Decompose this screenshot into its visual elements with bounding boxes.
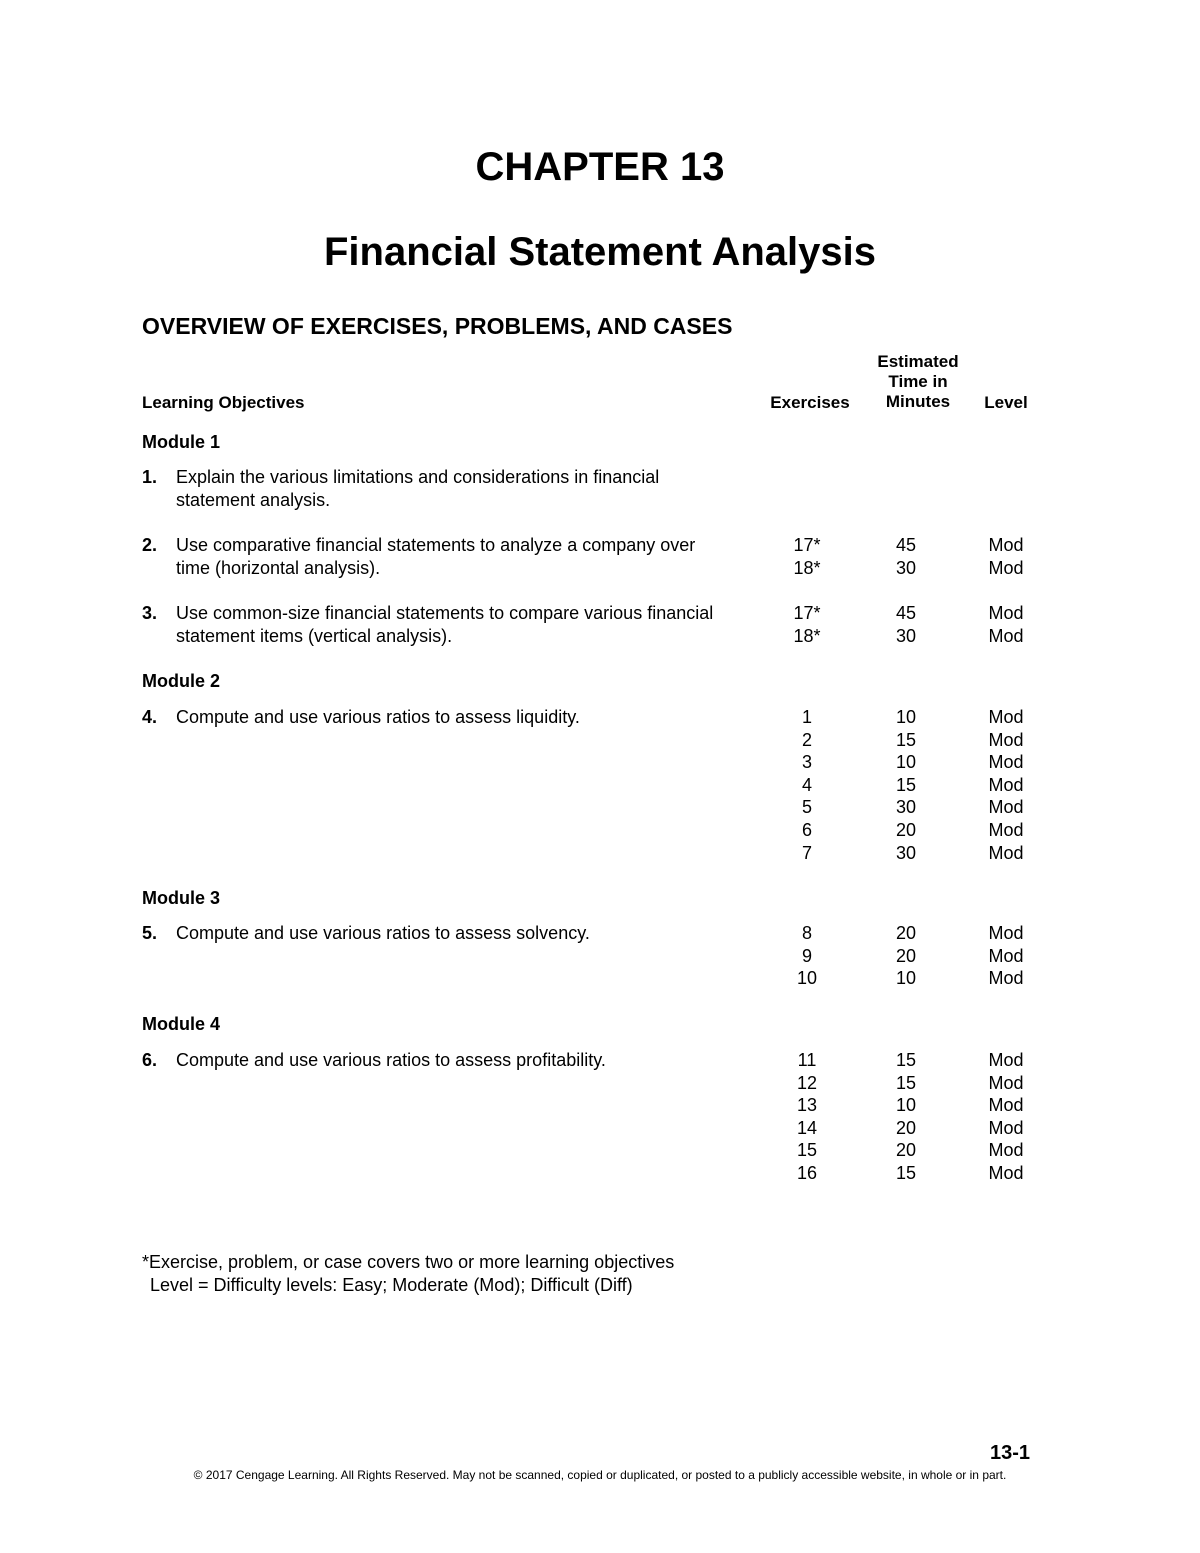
objective-3-rows [760, 602, 1050, 647]
difficulty-level: Mod [988, 625, 1024, 646]
exercise-number: 14 [796, 1117, 818, 1138]
exercise-number: 18* [793, 625, 821, 646]
exercise-number: 17* [793, 535, 821, 555]
difficulty-level: Mod [988, 1050, 1024, 1070]
table-row [760, 729, 1050, 752]
chapter-title: Financial Statement Analysis [323, 230, 877, 274]
exercise-number: 9 [801, 945, 812, 966]
time-minutes: 10 [895, 1095, 917, 1116]
objective-4-rows [760, 706, 1050, 864]
difficulty-level: Mod [988, 842, 1024, 863]
module-4-heading: Module 4 [142, 1014, 221, 1034]
exercise-number: 2 [801, 729, 812, 750]
table-row [760, 967, 1050, 990]
objective-5 [142, 922, 722, 945]
header-time-line2: Time in [888, 372, 948, 391]
difficulty-level: Mod [988, 1140, 1024, 1161]
time-minutes: 30 [895, 557, 917, 578]
exercise-number: 11 [797, 1050, 817, 1070]
objective-2-rows [760, 534, 1050, 579]
exercise-number: 12 [796, 1072, 818, 1093]
time-minutes: 30 [895, 625, 917, 646]
difficulty-level: Mod [988, 603, 1024, 623]
exercise-number: 3 [801, 752, 812, 773]
exercise-number: 1 [801, 707, 812, 727]
table-row [760, 842, 1050, 865]
exercise-number: 7 [801, 842, 812, 863]
objective-2 [142, 534, 722, 579]
time-minutes: 15 [895, 1072, 917, 1093]
objective-text: Use common-size financial statements to compare various financial statement items (vertical analysis). [176, 603, 714, 646]
objective-6 [142, 1049, 722, 1072]
objective-number: 4. [142, 707, 158, 727]
time-minutes: 15 [895, 1162, 917, 1183]
difficulty-level: Mod [988, 1072, 1024, 1093]
table-row [760, 774, 1050, 797]
exercise-number: 4 [801, 774, 812, 795]
objective-number: 6. [142, 1050, 158, 1070]
difficulty-level: Mod [988, 1162, 1024, 1183]
time-minutes: 15 [895, 729, 917, 750]
header-exercises: Exercises [770, 393, 850, 412]
exercise-number: 5 [801, 797, 812, 818]
time-minutes: 10 [895, 752, 917, 773]
chapter-number: CHAPTER 13 [475, 145, 725, 189]
time-minutes: 15 [895, 774, 917, 795]
objective-number: 3. [142, 603, 158, 623]
table-row [760, 751, 1050, 774]
table-row [760, 1139, 1050, 1162]
time-minutes: 30 [895, 797, 917, 818]
page-number: 13-1 [989, 1442, 1030, 1464]
objective-text: Use comparative financial statements to analyze a company over time (horizontal analysis). [176, 535, 696, 578]
time-minutes: 45 [895, 603, 917, 623]
table-row [760, 1094, 1050, 1117]
footnote-difficulty-levels: Level = Difficulty levels: Easy; Moderate (Mod); Difficult (Diff) [150, 1275, 633, 1295]
time-minutes: 20 [895, 945, 917, 966]
table-row [760, 922, 1050, 945]
table-row [760, 945, 1050, 968]
difficulty-level: Mod [988, 557, 1024, 578]
header-learning-objectives: Learning Objectives [142, 393, 305, 412]
time-minutes: 20 [895, 1117, 917, 1138]
table-row [760, 1072, 1050, 1095]
objective-text: Compute and use various ratios to assess profitability. [176, 1050, 606, 1070]
objective-3 [142, 602, 722, 647]
copyright-notice: © 2017 Cengage Learning. All Rights Reserved. May not be scanned, copied or duplicated, or posted to a publicly accessible website, in whole or in part. [193, 1468, 1007, 1482]
overview-heading: OVERVIEW OF EXERCISES, PROBLEMS, AND CASES [142, 313, 733, 339]
time-minutes: 20 [895, 1140, 917, 1161]
objective-text: Compute and use various ratios to assess solvency. [176, 923, 590, 943]
header-time-line3: Minutes [885, 392, 951, 411]
exercise-number: 8 [801, 923, 812, 943]
difficulty-level: Mod [988, 797, 1024, 818]
difficulty-level: Mod [988, 774, 1024, 795]
footnote-learning-objectives: *Exercise, problem, or case covers two or more learning objectives [142, 1252, 675, 1272]
difficulty-level: Mod [988, 707, 1024, 727]
difficulty-level: Mod [988, 1095, 1024, 1116]
difficulty-level: Mod [988, 729, 1024, 750]
header-time-line1: Estimated [877, 352, 959, 371]
time-minutes: 45 [895, 535, 917, 555]
exercise-number: 10 [796, 968, 818, 989]
table-row [760, 534, 1050, 557]
difficulty-level: Mod [988, 923, 1024, 943]
difficulty-level: Mod [988, 752, 1024, 773]
table-row [760, 557, 1050, 580]
exercise-number: 16 [796, 1162, 818, 1183]
difficulty-level: Mod [988, 968, 1024, 989]
objective-text: Explain the various limitations and considerations in financial statement analysis. [176, 467, 660, 510]
module-3-heading: Module 3 [142, 888, 221, 908]
objective-5-rows [760, 922, 1050, 990]
time-minutes: 20 [895, 819, 917, 840]
time-minutes: 15 [895, 1050, 917, 1070]
difficulty-level: Mod [988, 535, 1024, 555]
exercise-number: 15 [796, 1140, 818, 1161]
objective-number: 5. [142, 923, 158, 943]
exercise-number: 17* [793, 603, 821, 623]
objective-1 [142, 466, 722, 511]
objective-number: 1. [142, 467, 158, 487]
table-row [760, 796, 1050, 819]
objective-6-rows [760, 1049, 1050, 1185]
header-estimated-time [866, 352, 970, 412]
time-minutes: 10 [895, 968, 917, 989]
table-row [760, 1117, 1050, 1140]
table-row [760, 706, 1050, 729]
table-row [760, 1049, 1050, 1072]
table-row [760, 819, 1050, 842]
module-2-heading: Module 2 [142, 671, 221, 691]
time-minutes: 30 [895, 842, 917, 863]
difficulty-level: Mod [988, 945, 1024, 966]
difficulty-level: Mod [988, 1117, 1024, 1138]
table-row [760, 1162, 1050, 1185]
time-minutes: 20 [895, 923, 917, 943]
objective-text: Compute and use various ratios to assess liquidity. [176, 707, 580, 727]
table-row [760, 602, 1050, 625]
difficulty-level: Mod [988, 819, 1024, 840]
objective-4 [142, 706, 722, 729]
module-1-heading: Module 1 [142, 432, 221, 452]
exercise-number: 6 [801, 819, 812, 840]
time-minutes: 10 [895, 707, 917, 727]
exercise-number: 13 [796, 1095, 818, 1116]
table-row [760, 625, 1050, 648]
header-level: Level [984, 393, 1028, 412]
exercise-number: 18* [793, 557, 821, 578]
objective-number: 2. [142, 535, 158, 555]
